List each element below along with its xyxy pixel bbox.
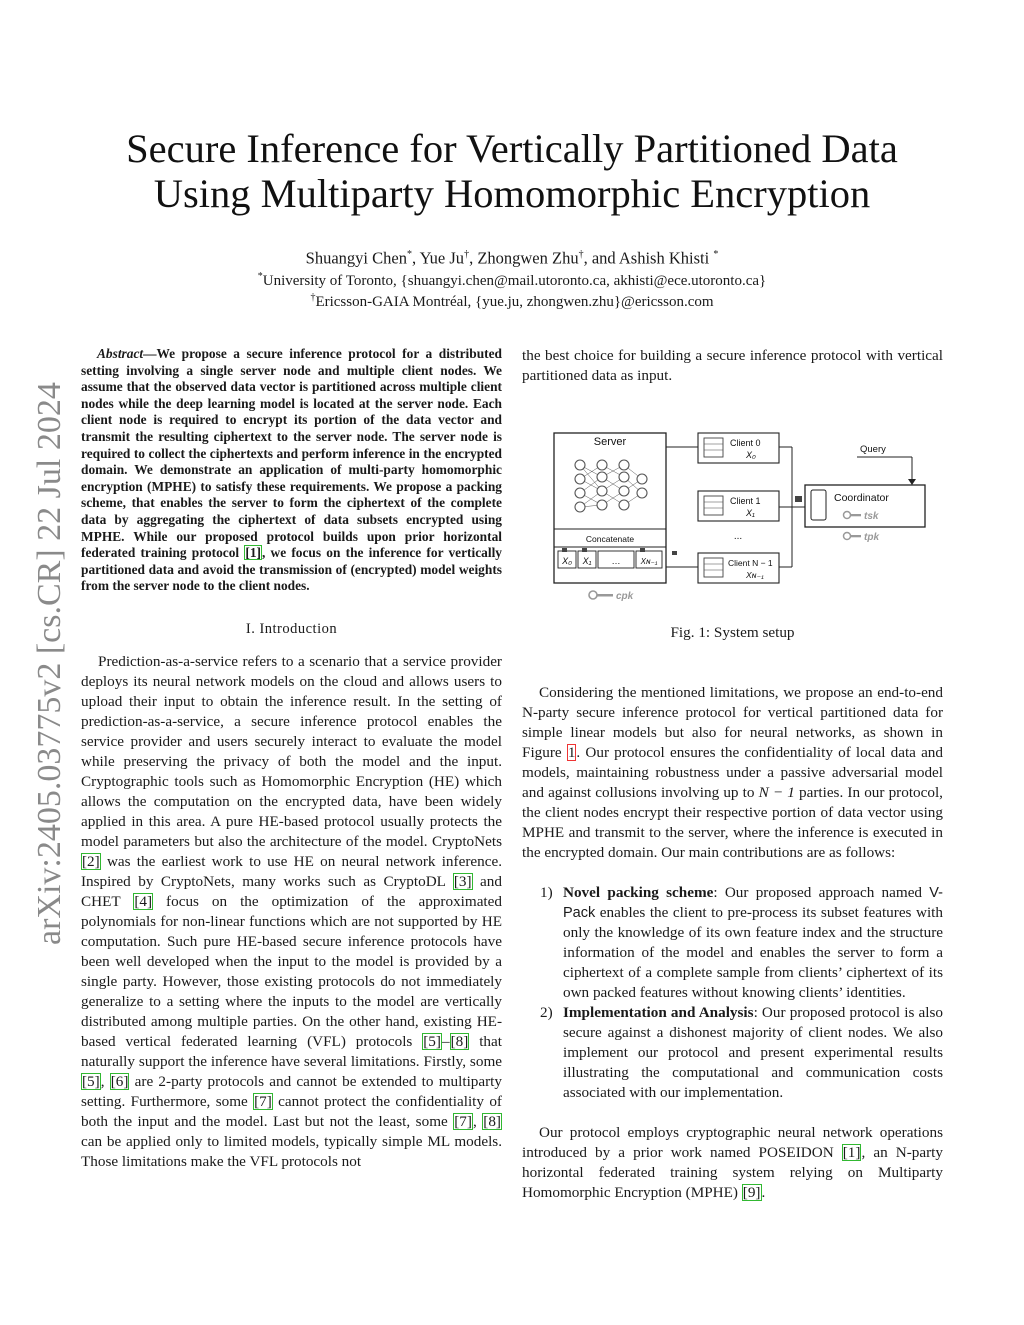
svg-text:Xɴ₋₁: Xɴ₋₁ (746, 570, 764, 580)
arxiv-id-text: arXiv:2405.03775v2 [cs.CR] 22 Jul 2024 (31, 382, 68, 945)
svg-text:X₀: X₀ (562, 556, 572, 566)
tsk-label: tsk (864, 511, 879, 522)
title-line-1: Secure Inference for Vertically Partitioned Data (126, 126, 898, 171)
author-list: Shuangyi Chen*, Yue Ju†, Zhongwen Zhu†, and Ashish Khisti * (305, 248, 719, 268)
title-line-2: Using Multiparty Homomorphic Encryption (153, 171, 871, 216)
citation-link[interactable]: [7] (254, 1092, 272, 1110)
citation-link[interactable]: [3] (453, 872, 472, 890)
citation-link[interactable]: [6] (110, 1072, 129, 1090)
server-label: Server (593, 436, 627, 448)
continued-paragraph: the best choice for building a secure inference protocol with vertical partitioned data as input. (522, 347, 943, 384)
svg-text:Client N − 1: Client N − 1 (728, 558, 773, 568)
citation-link[interactable]: [2] (82, 852, 100, 870)
svg-text:X₁: X₁ (746, 508, 755, 518)
paper-title (80, 126, 944, 216)
author-name: Zhongwen Zhu (477, 248, 579, 268)
citation-link[interactable]: [5] (423, 1032, 441, 1050)
section-heading-introduction: I. Introduction (245, 620, 338, 637)
svg-text:Client 0: Client 0 (730, 438, 761, 448)
figure-caption: Fig. 1: System setup (670, 624, 795, 641)
concatenate-label: Concatenate (585, 534, 635, 544)
svg-text:Client 1: Client 1 (730, 496, 761, 506)
svg-text:X₀: X₀ (746, 450, 756, 460)
citation-link[interactable]: [9] (742, 1184, 761, 1201)
phone-icon (811, 490, 826, 520)
author-name: Shuangyi Chen (305, 248, 407, 268)
contributions-list (522, 883, 943, 1103)
citation-link[interactable]: [5] (82, 1072, 100, 1090)
intro-paragraph: Prediction-as-a-service refers to a scenario that a service provider deploys its neural network models on the cloud and allows users to upload their input to obtain the inference result. In the setting of prediction-as-a-service, a secure inference protocol enables the service provider and users securely interact to evaluate the model while preserving the privacy of both the model and the input. Cryptographic tools such as Homomorphic Encryption (HE) which allows the computation on the encrypted data, have been widely applied in this area. A pure HE-based protocol usually protects the model parameters but also the architecture of the model. CryptoNets [2] was the earliest work to use HE on neural network inference. Inspired by CryptoNets, many works such as CryptoDL [3] and CHET [4] focus on the optimization of the approximated polynomials for non-linear functions which are not supported by HE computation. Such pure HE-based secure inference protocols have been well developed when the input to the model is provided by a single party. However, those existing protocols do not immediately generalize to a setting where the inputs to the model are vertically distributed among multiple parties. On the other hand, existing HE-based vertical federated learning (VFL) protocols [5]–[8] that naturally support the inference have several limitations. Firstly, some [5], [6] are 2-party protocols and cannot be extended to multiparty setting. Furthermore, some [7] cannot protect the confidentiality of both the input and the model. Last but not the least, some [7], [8] can be applied only to limited models, typically simple ML models. Those limitations make the VFL protocols not (81, 652, 502, 1170)
key-icon (844, 533, 862, 540)
affiliation-ericsson: †Ericsson-GAIA Montréal, {yue.ju, zhongwen.zhu}@ericsson.com (310, 292, 714, 310)
figure-reference-link[interactable]: 1 (567, 744, 576, 761)
citation-link[interactable]: [1] (245, 545, 261, 561)
right-column (522, 346, 943, 1203)
tpk-label: tpk (864, 532, 879, 543)
svg-text:...: ... (733, 531, 743, 542)
citation-link[interactable]: [8] (483, 1112, 501, 1130)
svg-text:X₁: X₁ (582, 556, 592, 566)
contribution-item: 1) Novel packing scheme: Our proposed approach named V-Pack enables the client to pre-process its subset features with only the knowledge of its own feature index and the structure information of the model and enables the server to form a ciphertext of a complete sample from clients’ ciphertext of its own packed features without knowing clients’ identities. (540, 884, 943, 1001)
citation-link[interactable]: [7] (454, 1112, 472, 1130)
arxiv-identifier (20, 365, 70, 945)
left-column (81, 346, 502, 1172)
svg-text:…: … (611, 556, 621, 566)
citation-link[interactable]: [8] (450, 1032, 469, 1050)
author-name: Yue Ju (419, 248, 465, 268)
client-n-box (698, 553, 779, 583)
key-icon (589, 591, 613, 599)
author-name: Ashish Khisti (618, 248, 710, 268)
citation-link[interactable]: [1] (842, 1144, 861, 1161)
affiliation-toronto: *University of Toronto, {shuangyi.chen@mail.utoronto.ca, akhisti@ece.utoronto.ca} (257, 271, 767, 289)
client-0-box (698, 433, 779, 463)
cpk-label: cpk (616, 591, 634, 602)
system-setup-figure (522, 429, 943, 619)
poseidon-paragraph: Our protocol employs cryptographic neural network operations introduced by a prior work named POSEIDON [1], an N-party horizontal federated training system relying on Multiparty Homomorphic Encryption (MPHE) [9]. (522, 1124, 943, 1201)
client-1-box (698, 491, 779, 521)
citation-link[interactable]: [4] (134, 892, 153, 910)
abstract: Abstract—We propose a secure inference protocol for a distributed setting involving a single server node and multiple client nodes. We assume that the observed data vector is partitioned across multiple client nodes while the deep learning model is located at the server node. Each client node is required to encrypt its portion of the data vector and transmit the resulting ciphertext to the server node. The server node is required to collect the ciphertexts and perform inference in the encrypted domain. We demonstrate an application of multi-party homomorphic encryption (MPHE) to satisfy these requirements. We propose a packing scheme, that enables the server to form the ciphertext of the complete data by aggregating the ciphertext of data subsets encrypted using MPHE. While our proposed protocol builds upon prior horizontal federated training protocol [1], we focus on the inference for vertically partitioned data and avoid the transmission of (encrypted) model weights from the server node to the client nodes. (81, 346, 502, 594)
contributions-intro: Considering the mentioned limitations, we propose an end-to-end N-party secure inference protocol for vertical partitioned data for simple linear models but also for neural networks, as shown in Figure 1. Our protocol ensures the confidentiality of local data and models, maintaining robustness under a passive adversarial model and against collusions involving up to N − 1 parties. In our protocol, the client nodes encrypt their respective portion of data vector using MPHE and transmit to the server, where the inference is executed in the encrypted domain. Our main contributions are as follows: (522, 684, 943, 861)
contribution-item: 2) Implementation and Analysis: Our proposed protocol is also secure against a dishonest majority of client nodes. We also implement our protocol and present experimental results illustrating the computational and communication costs associated with our implementation. (540, 1004, 943, 1101)
svg-text:Xɴ₋₁: Xɴ₋₁ (640, 557, 658, 566)
query-label: Query (860, 444, 886, 455)
lock-icon (795, 496, 802, 502)
coordinator-label: Coordinator (834, 492, 889, 504)
